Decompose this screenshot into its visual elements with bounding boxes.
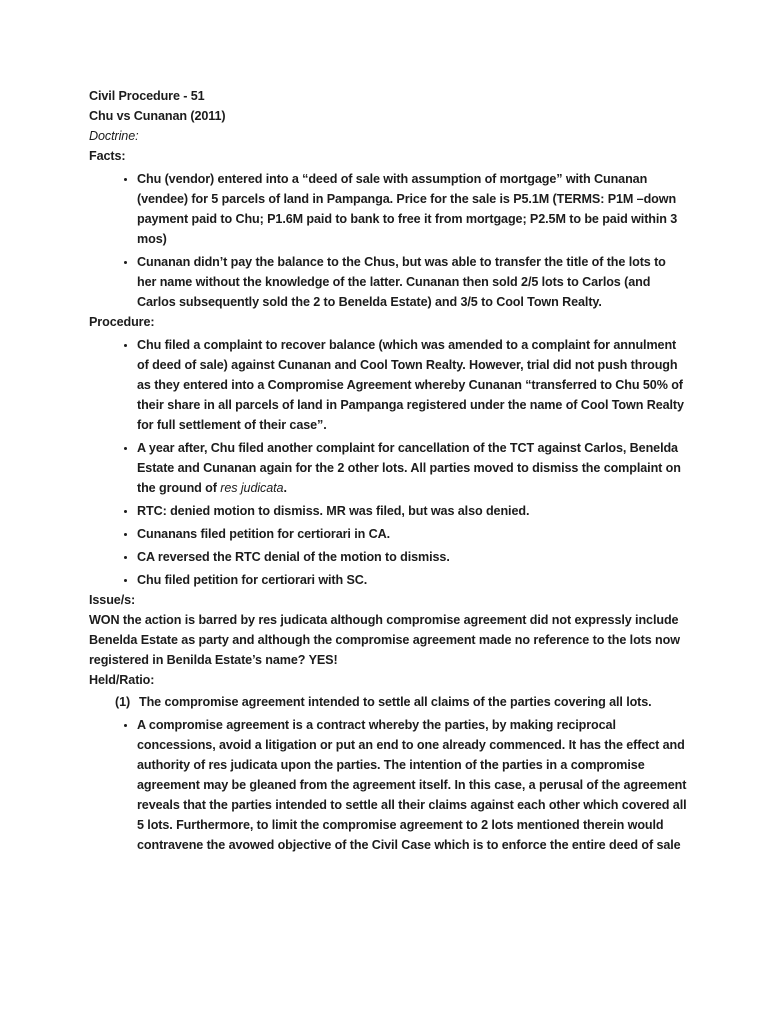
held-list <box>89 715 687 855</box>
procedure-heading: Procedure: <box>89 315 155 329</box>
facts-item-2: • Cunanan didn’t pay the balance to the Chus, but was able to transfer the title of the lots to her name without the knowledge of the latter. Cunanan then sold 2/5 lots to Carlos (and Carlos subsequently sold the 2 to Benelda Estate) and 3/5 to Cool Town Realty. <box>137 252 687 312</box>
held-item-1: • A compromise agreement is a contract whereby the parties, by making reciprocal concessions, avoid a litigation or put an end to one already commenced. It has the effect and authority of res judicata upon the parties. The intention of the parties in a compromise agreement may be gleaned from the agreement itself. In this case, a perusal of the agreement reveals that the parties intended to settle all their claims against each other which covered all 5 lots. Furthermore, to limit the compromise agreement to 2 lots mentioned therein would contravene the avowed objective of the Civil Case which is to enforce the entire deed of sale <box>137 715 687 855</box>
procedure-list <box>89 335 687 590</box>
procedure-item-2 <box>137 438 687 498</box>
held-point-1 <box>89 692 687 712</box>
issue-text: WON the action is barred by res judicata although compromise agreement did not expressly include Benelda Estate as party and although the compromise agreement made no reference to the lots now registered in Benilda Estate’s name? YES! <box>89 613 680 667</box>
facts-heading: Facts: <box>89 149 126 163</box>
facts-item-1: • Chu (vendor) entered into a “deed of sale with assumption of mortgage” with Cunanan (vendee) for 5 parcels of land in Pampanga. Price for the sale is P5.1M (TERMS: P1M –down payment paid to Chu; P1.6M paid to bank to free it from mortgage; P2.5M to be paid within 3 mos) <box>137 169 687 249</box>
procedure-item-4: • Cunanans filed petition for certiorari in CA. <box>137 524 687 544</box>
held-point-1-number: (1) <box>115 695 131 709</box>
procedure-item-5: • CA reversed the RTC denial of the motion to dismiss. <box>137 547 687 567</box>
doctrine-label: Doctrine: <box>89 129 139 143</box>
held-heading: Held/Ratio: <box>89 673 155 687</box>
issue-heading: Issue/s: <box>89 593 136 607</box>
case-title: Chu vs Cunanan (2011) <box>89 109 226 123</box>
procedure-item-1: • Chu filed a complaint to recover balance (which was amended to a complaint for annulment of deed of sale) against Cunanan and Cool Town Realty. However, trial did not push through as they entered into a Compromise Agreement whereby Cunanan “transferred to Chu 50% of their share in all parcels of land in Pampanga registered under the name of Cool Town Realty for full settlement of their case”. <box>137 335 687 435</box>
procedure-item-6: • Chu filed petition for certiorari with SC. <box>137 570 687 590</box>
res-judicata-term: res judicata <box>220 481 284 495</box>
procedure-item-3: • RTC: denied motion to dismiss. MR was filed, but was also denied. <box>137 501 687 521</box>
course-title: Civil Procedure - 51 <box>89 89 205 103</box>
held-point-1-text: The compromise agreement intended to settle all claims of the parties covering all lots. <box>139 695 652 709</box>
procedure-item-2-text: A year after, Chu filed another complaint for cancellation of the TCT against Carlos, Benelda Estate and Cunanan again for the 2 other lots. All parties moved to dismiss the complaint on the ground of <box>137 441 681 495</box>
document-page <box>89 86 687 855</box>
procedure-item-2-period: . <box>283 481 287 495</box>
facts-list <box>89 169 687 312</box>
